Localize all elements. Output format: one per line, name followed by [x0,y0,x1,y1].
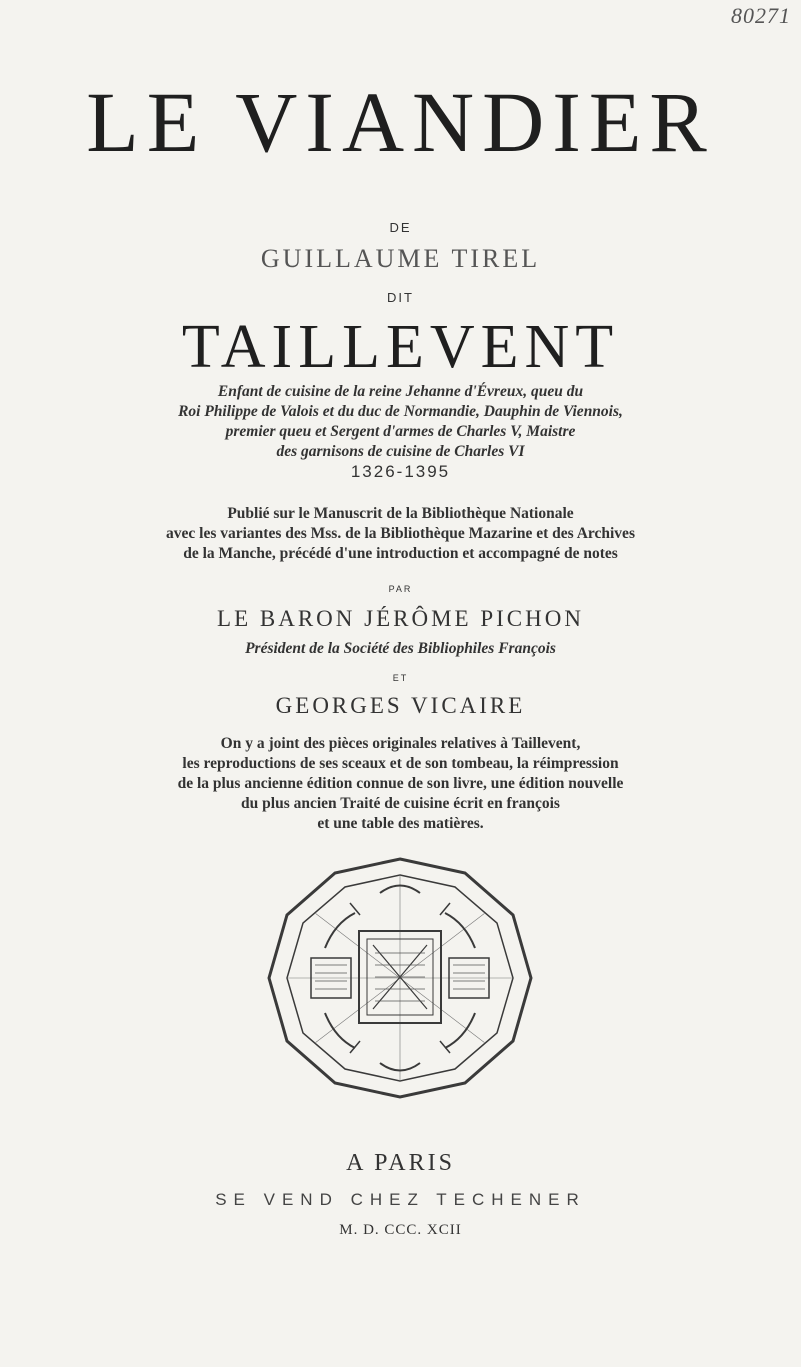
notes-line: et une table des matières. [317,815,484,832]
shelfmark: 80271 [731,3,791,28]
subtitle-line: Roi Philippe de Valois et du duc de Normandie, Dauphin de Viennois, [178,403,623,420]
publication-date: M. D. CCC. XCII [339,1222,462,1238]
editor1-name: LE BARON JÉRÔME PICHON [217,606,584,631]
book-title: LE VIANDIER [86,74,715,170]
et-label: ET [392,673,409,683]
notes-line: du plus ancien Traité de cuisine écrit en françois [241,795,560,812]
notes-line: On y a joint des pièces originales relatives à Taillevent, [220,735,581,752]
editor2-name: GEORGES VICAIRE [275,693,526,718]
publication-line: Publié sur le Manuscrit de la Bibliothèque Nationale [227,505,574,522]
dit-label: DIT [387,290,414,305]
place: A PARIS [346,1150,455,1176]
notes-line: de la plus ancienne édition connue de son livre, une édition nouvelle [177,775,624,792]
subtitle-line: des garnisons de cuisine de Charles VI [276,443,525,460]
subtitle-line: premier queu et Sergent d'armes de Charles V, Maistre [225,423,576,440]
publisher: SE VEND CHEZ TECHENER [215,1190,586,1209]
notes-line: les reproductions de ses sceaux et de son tombeau, la réimpression [182,755,619,772]
editor1-title: Président de la Société des Bibliophiles François [245,640,556,657]
par-label: PAR [388,584,413,594]
author-name: GUILLAUME TIREL [260,244,541,273]
de-label: DE [389,220,412,235]
author-surname: TAILLEVENT [181,313,620,381]
heraldic-seal-icon [255,853,545,1103]
publication-line: de la Manche, précédé d'une introduction et accompagné de notes [183,545,618,562]
years: 1326-1395 [350,462,451,481]
subtitle-line: Enfant de cuisine de la reine Jehanne d'Évreux, queu du [217,383,584,400]
publication-line: avec les variantes des Mss. de la Bibliothèque Mazarine et des Archives [166,525,635,542]
